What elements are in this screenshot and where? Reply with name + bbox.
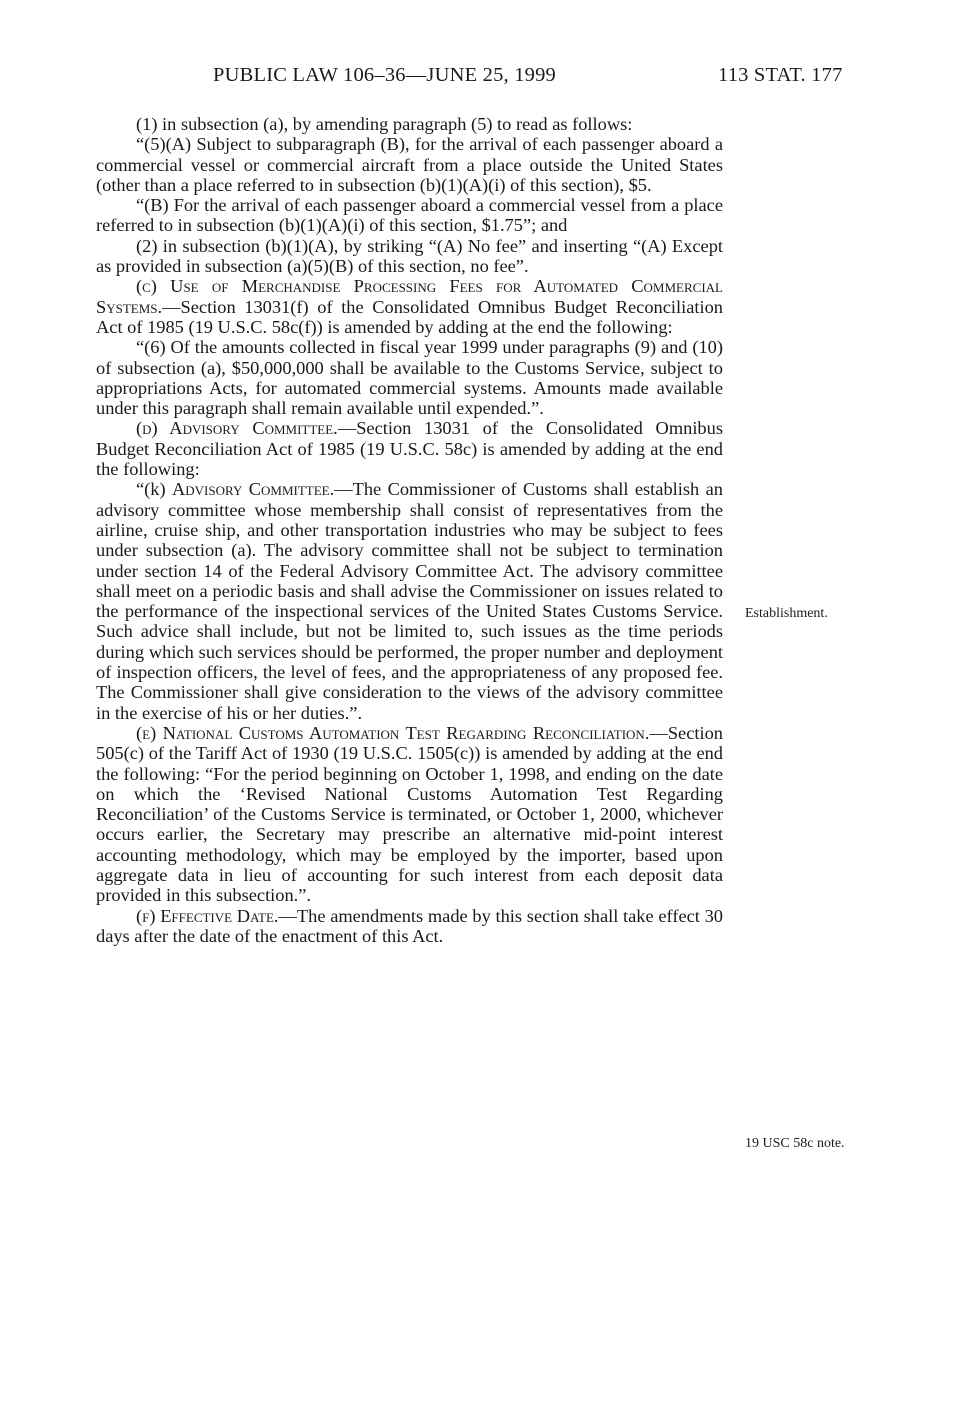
section-k-heading: Advisory Committee. [172, 479, 335, 500]
section-f [96, 906, 723, 947]
section-k-prefix: “(k) [136, 479, 172, 500]
running-header-page-ref: 113 STAT. 177 [718, 64, 843, 86]
section-c-heading: (c) Use of Merchandise Processing Fees for Automated Commercial Systems. [96, 276, 723, 317]
section-f-heading: (f) Effective Date. [136, 905, 279, 926]
section-d-text: —Section 13031 of the Consolidated Omnibus Budget Reconciliation Act of 1985 (19 U.S.C. 58c) is amended by adding at the end the following: [96, 418, 723, 480]
paragraph-1: (1) in subsection (a), by amending paragraph (5) to read as follows: [136, 114, 633, 134]
margin-note-usc: 19 USC 58c note. [745, 1136, 845, 1151]
section-d-heading: (d) Advisory Committee. [136, 418, 338, 439]
running-header-title: PUBLIC LAW 106–36—JUNE 25, 1999 [213, 64, 556, 86]
body-text [96, 114, 723, 946]
section-e-heading: (e) National Customs Automation Test Regarding Reconciliation. [136, 722, 650, 743]
section-e-text: —Section 505(c) of the Tariff Act of 1930 (19 U.S.C. 1505(c)) is amended by adding at the end the following: “For the period beginning on October 1, 1998, and ending on the date on which the ‘Revised National Customs Automation Test Regarding Reconciliation’ of the Customs Service is terminated, or October 1, 2000, whichever occurs earlier, the Secretary may prescribe an alternative mid-point interest accounting methodology, which may be employed by the importer, based upon aggregate data in lieu of accounting for such interest from each deposit data provided in this subsection.”. [96, 722, 723, 906]
section-e [96, 723, 723, 906]
margin-note-establishment: Establishment. [745, 606, 828, 621]
paragraph-5a: “(5)(A) Subject to subparagraph (B), for the arrival of each passenger aboard a commercial vessel or commercial aircraft from a place outside the United States (other than a place referred to in subsection (b)(1)(A)(i) of this section), $5. [96, 134, 723, 195]
section-d [96, 418, 723, 479]
paragraph-6: “(6) Of the amounts collected in fiscal year 1999 under paragraphs (9) and (10) of subsection (a), $50,000,000 shall be available to the Customs Service, subject to appropriations Acts, for automated commercial systems. Amounts made available under this paragraph shall remain available until expended.”. [96, 337, 723, 419]
section-c [96, 276, 723, 337]
section-k-text: —The Commissioner of Customs shall establish an advisory committee whose membership shall consist of representatives from the airline, cruise ship, and other transportation industries who may be subject to fees under subsection (a). The advisory committee shall not be subject to termination under section 14 of the Federal Advisory Committee Act. The advisory committee shall meet on a periodic basis and shall advise the Commissioner on issues related to the performance of the inspectional services of the United States Customs Service. Such advice shall include, but not be limited to, such issues as the time periods during which such services should be performed, the proper number and deployment of inspection officers, the level of fees, and the appropriateness of any proposed fee. The Commissioner shall give consideration to the views of the advisory committee in the exercise of his or her duties.”. [96, 479, 723, 723]
paragraph-5b: “(B) For the arrival of each passenger aboard a commercial vessel from a place referred to in subsection (b)(1)(A)(i) of this section, $1.75”; and [96, 195, 723, 236]
section-c-text: —Section 13031(f) of the Consolidated Omnibus Budget Reconciliation Act of 1985 (19 U.S.C. 58c(f)) is amended by adding at the end the following: [96, 296, 723, 337]
section-k [96, 479, 723, 723]
section-f-text: —The amendments made by this section shall take effect 30 days after the date of the enactment of this Act. [96, 905, 723, 946]
paragraph-2: (2) in subsection (b)(1)(A), by striking “(A) No fee” and inserting “(A) Except as provided in subsection (a)(5)(B) of this section, no fee”. [96, 235, 723, 277]
